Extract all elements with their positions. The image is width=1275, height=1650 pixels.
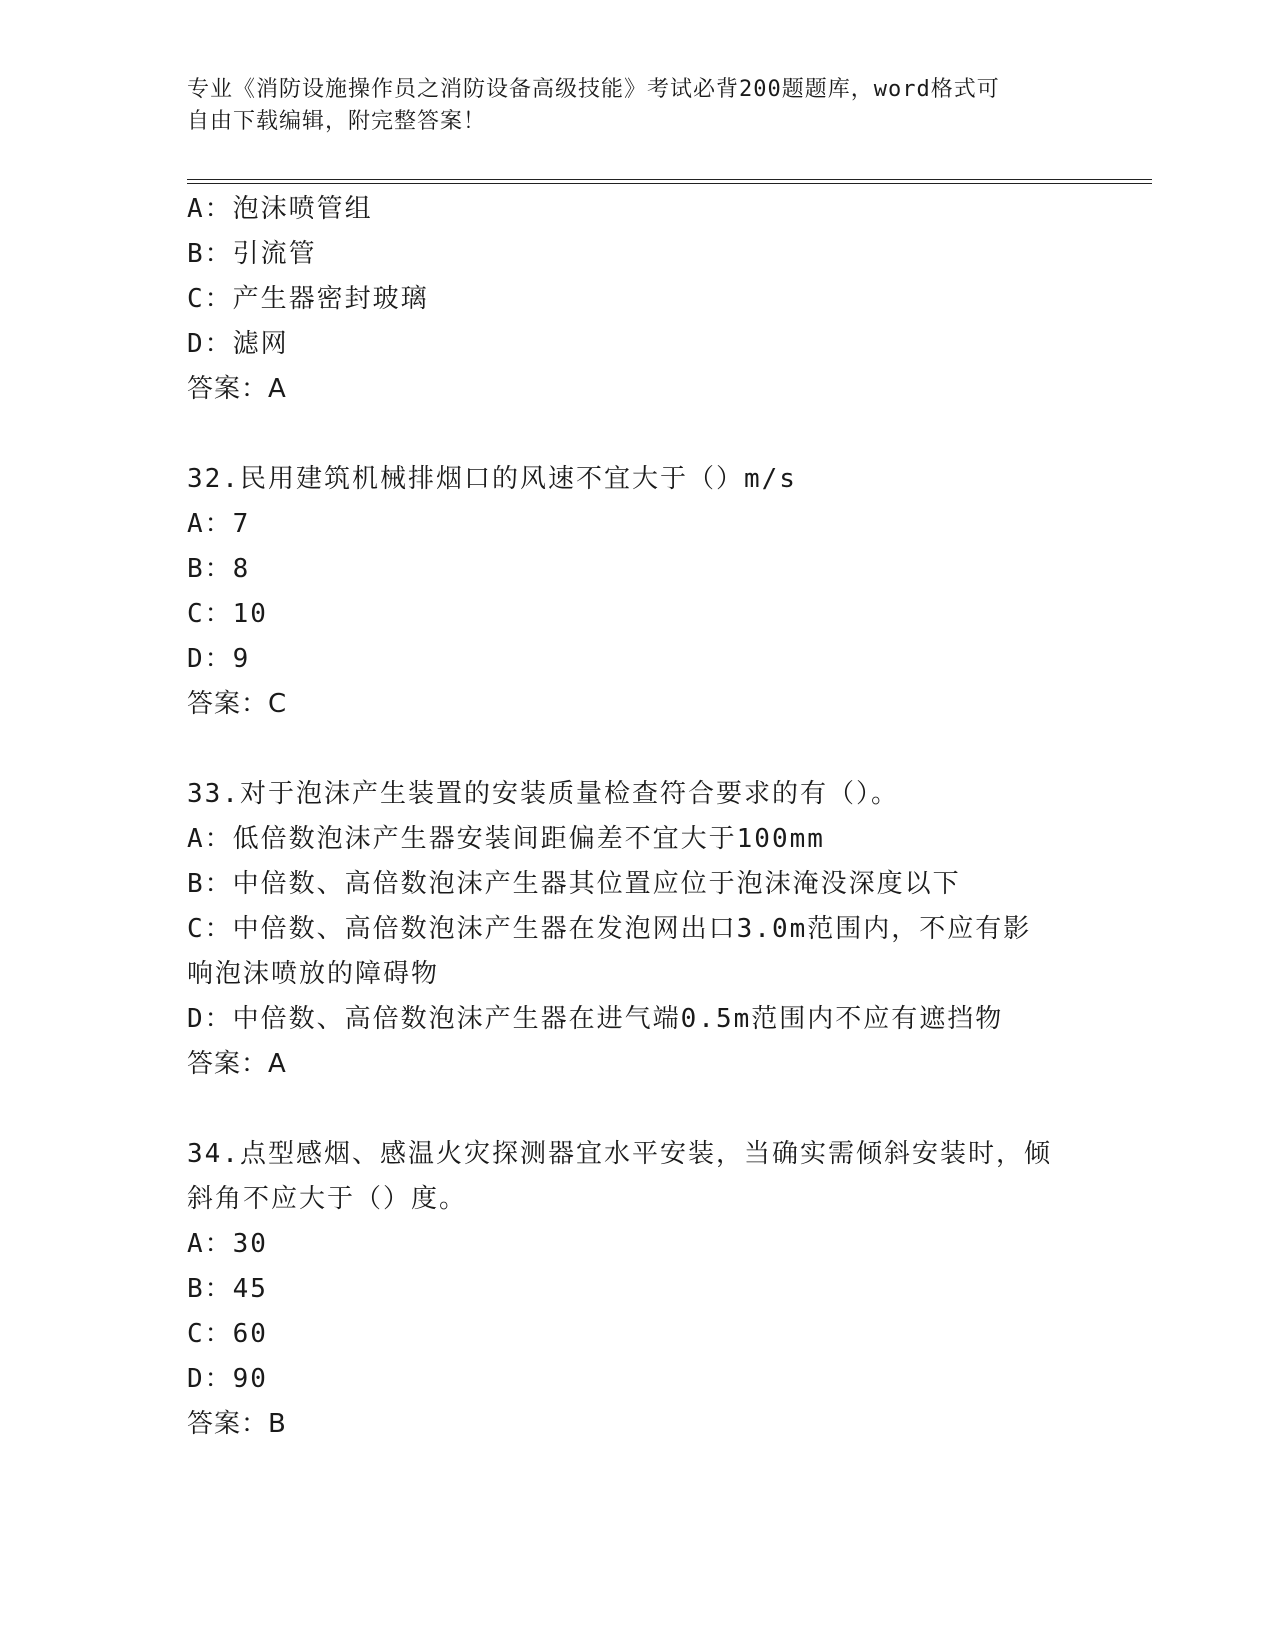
answer-line: 答案：A — [187, 1049, 287, 1079]
option-b: B：8 — [187, 554, 251, 584]
question-32-text: 32.民用建筑机械排烟口的风速不宜大于（）m/s — [187, 464, 797, 494]
header-line-2: 自由下载编辑，附完整答案！ — [187, 109, 487, 134]
question-34-text-continued: 斜角不应大于（）度。 — [187, 1184, 468, 1214]
option-a: A：低倍数泡沫产生器安装间距偏差不宜大于100mm — [187, 824, 825, 854]
header-divider-top — [187, 179, 1152, 180]
header-line-1: 专业《消防设施操作员之消防设备高级技能》考试必背200题题库，word格式可 — [187, 77, 1000, 102]
option-c: C：60 — [187, 1319, 268, 1349]
option-d: D：中倍数、高倍数泡沫产生器在进气端0.5m范围内不应有遮挡物 — [187, 1004, 1004, 1034]
question-34-text: 34.点型感烟、感温火灾探测器宜水平安装，当确实需倾斜安装时，倾 — [187, 1139, 1052, 1169]
option-a: A：7 — [187, 509, 251, 539]
option-d: D：滤网 — [187, 329, 289, 359]
answer-line: 答案：C — [187, 689, 288, 719]
answer-line: 答案：A — [187, 374, 287, 404]
option-d: D：9 — [187, 644, 251, 674]
option-a: A：泡沫喷管组 — [187, 194, 373, 224]
option-b: B：45 — [187, 1274, 268, 1304]
option-a: A：30 — [187, 1229, 268, 1259]
option-c: C：中倍数、高倍数泡沫产生器在发泡网出口3.0m范围内，不应有影 — [187, 914, 1032, 944]
question-33-text: 33.对于泡沫产生装置的安装质量检查符合要求的有（）。 — [187, 779, 899, 809]
document-header — [187, 74, 1067, 138]
option-b: B：中倍数、高倍数泡沫产生器其位置应位于泡沫淹没深度以下 — [187, 869, 961, 899]
option-d: D：90 — [187, 1364, 268, 1394]
option-c: C：产生器密封玻璃 — [187, 284, 429, 314]
option-c-continued: 响泡沫喷放的障碍物 — [187, 959, 440, 989]
header-divider-bottom — [187, 183, 1152, 184]
answer-line: 答案：B — [187, 1409, 287, 1439]
option-b: B：引流管 — [187, 239, 317, 269]
option-c: C：10 — [187, 599, 268, 629]
